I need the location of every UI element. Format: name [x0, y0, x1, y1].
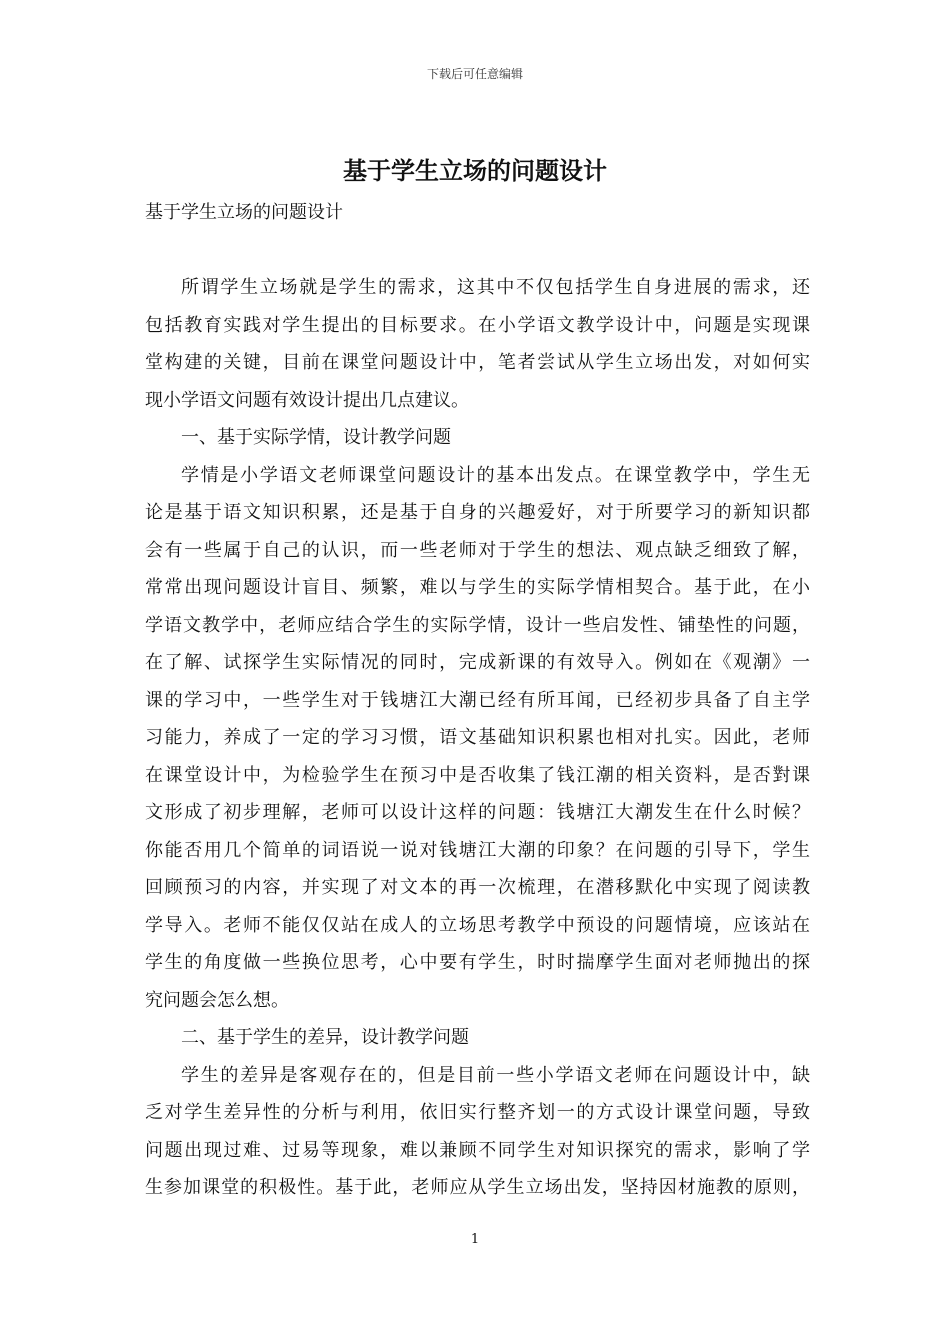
text-line: 生参加课堂的积极性。基于此，老师应从学生立场出发，坚持因材施教的原则， — [145, 1177, 810, 1198]
text-line: 包括教育实践对学生提出的目标要求。在小学语文教学设计中，问题是实现课 — [145, 314, 810, 336]
text-line: 堂构建的关键，目前在课堂问题设计中，笔者尝试从学生立场出发，对如何实 — [145, 352, 810, 373]
text-line: 学生的角度做一些换位思考，心中要有学生，时时揣摩学生面对老师抛出的探 — [145, 952, 810, 973]
text-line: 二、基于学生的差异，设计教学问题 — [181, 1027, 469, 1048]
header-note: 下载后可任意编辑 — [426, 67, 523, 81]
text-line: 课的学习中，一些学生对于钱塘江大潮已经有所耳闻，已经初步具备了自主学 — [145, 689, 810, 711]
text-line: 学情是小学语文老师课堂问题设计的基本出发点。在课堂教学中，学生无 — [181, 464, 810, 486]
text-line: 习能力，养成了一定的学习习惯，语文基础知识积累也相对扎实。因此，老师 — [145, 727, 810, 748]
text-line: 究问题会怎么想。 — [145, 989, 289, 1011]
text-line: 学生的差异是客观存在的，但是目前一些小学语文老师在问题设计中，缺 — [181, 1064, 810, 1086]
text-line: 所谓学生立场就是学生的需求，这其中不仅包括学生自身进展的需求，还 — [181, 277, 810, 298]
page-number: 1 — [470, 1232, 480, 1247]
text-line: 论是基于语文知识积累，还是基于自身的兴趣爱好，对于所要学习的新知识都 — [145, 502, 810, 523]
text-line: 一、基于实际学情，设计教学问题 — [181, 427, 451, 448]
document-subtitle: 基于学生立场的问题设计 — [145, 202, 343, 223]
text-line: 文形成了初步理解，老师可以设计这样的问题：钱塘江大潮发生在什么时候？ — [145, 802, 810, 823]
text-line: 你能否用几个简单的词语说一说对钱塘江大潮的印象？在问题的引导下，学生 — [145, 839, 810, 861]
document-title: 基于学生立场的问题设计 — [343, 156, 607, 185]
text-line: 问题出现过难、过易等现象，难以兼顾不同学生对知识探究的需求，影响了学 — [145, 1139, 810, 1161]
text-line: 学语文教学中，老师应结合学生的实际学情，设计一些启发性、铺垫性的问题， — [145, 614, 810, 636]
text-line: 现小学语文问题有效设计提出几点建议。 — [145, 389, 469, 411]
text-line: 学导入。老师不能仅仅站在成人的立场思考教学中预设的问题情境，应该站在 — [145, 914, 810, 936]
text-line: 回顾预习的内容，并实现了对文本的再一次梳理，在潜移默化中实现了阅读教 — [145, 877, 810, 898]
text-line: 在了解、试探学生实际情况的同时，完成新课的有效导入。例如在《观潮》一 — [145, 652, 810, 673]
text-line: 乏对学生差异性的分析与利用，依旧实行整齐划一的方式设计课堂问题，导致 — [145, 1102, 810, 1123]
text-line: 会有一些属于自己的认识，而一些老师对于学生的想法、观点缺乏细致了解， — [145, 539, 810, 561]
body-text — [145, 269, 810, 1207]
text-line: 常常出现问题设计盲目、频繁，难以与学生的实际学情相契合。基于此，在小 — [145, 577, 810, 598]
text-line: 在课堂设计中，为检验学生在预习中是否收集了钱江潮的相关资料，是否對课 — [145, 764, 810, 786]
